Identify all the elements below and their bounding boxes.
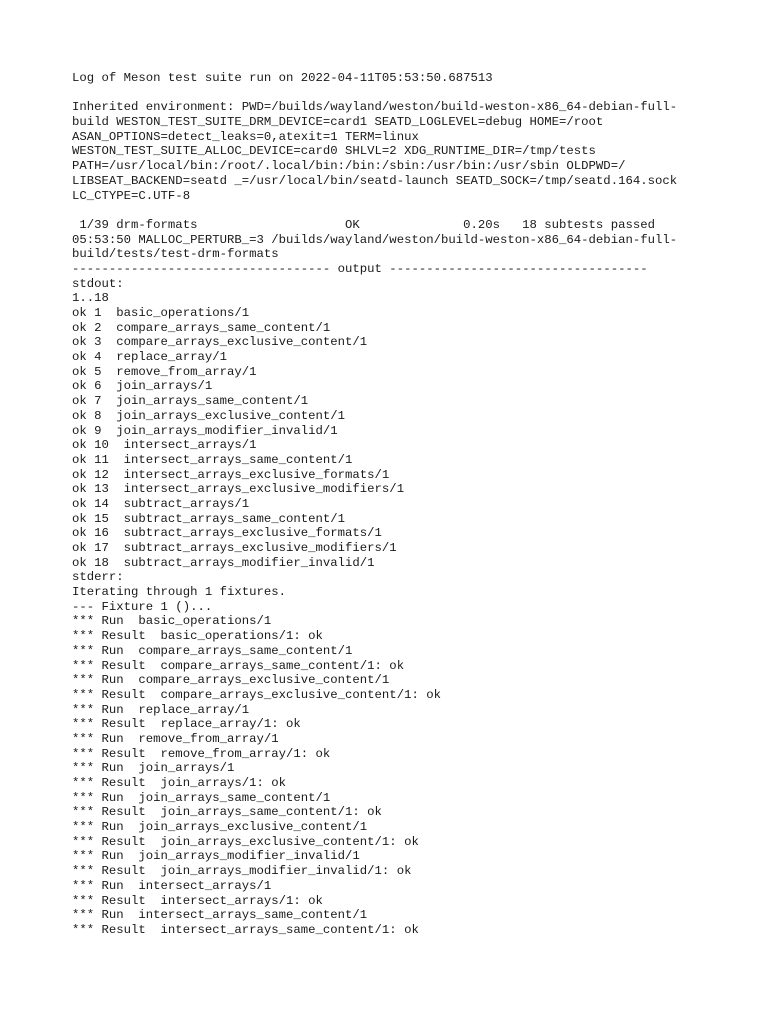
stderr-line: *** Result intersect_arrays_same_content/1: ok xyxy=(72,922,419,937)
stderr-line: --- Fixture 1 ()... xyxy=(72,599,213,614)
stderr-block xyxy=(72,585,712,938)
environment-line: ASAN_OPTIONS=detect_leaks=0,atexit=1 TERM=linux xyxy=(72,129,419,144)
stdout-line: ok 9 join_arrays_modifier_invalid/1 xyxy=(72,423,338,438)
output-separator: ----------------------------------- output ----------------------------------- xyxy=(72,261,648,276)
stderr-line: *** Result basic_operations/1: ok xyxy=(72,629,323,644)
stdout-line: ok 16 subtract_arrays_exclusive_formats/1 xyxy=(72,526,382,541)
inherited-environment xyxy=(72,100,712,203)
stderr-line: *** Result join_arrays/1: ok xyxy=(72,776,287,790)
stdout-line: ok 13 intersect_arrays_exclusive_modifiers/1 xyxy=(72,482,405,497)
command-line: build/tests/test-drm-formats xyxy=(72,247,279,262)
environment-line: build WESTON_TEST_SUITE_DRM_DEVICE=card1 SEATD_LOGLEVEL=debug HOME=/root xyxy=(72,115,604,130)
environment-line: LIBSEAT_BACKEND=seatd _=/usr/local/bin/seatd-launch SEATD_SOCK=/tmp/seatd.164.sock xyxy=(72,173,678,188)
stdout-block xyxy=(72,291,712,570)
stderr-line: *** Run compare_arrays_same_content/1 xyxy=(72,643,353,658)
stderr-line: *** Result join_arrays_exclusive_content/1: ok xyxy=(72,834,419,849)
stderr-line: *** Result join_arrays_same_content/1: ok xyxy=(72,805,382,820)
stderr-line: *** Result compare_arrays_exclusive_content/1: ok xyxy=(72,687,441,702)
command-line: 05:53:50 MALLOC_PERTURB_=3 /builds/wayland/weston/build-weston-x86_64-debian-full- xyxy=(72,232,678,247)
stdout-line: ok 18 subtract_arrays_modifier_invalid/1 xyxy=(72,555,375,570)
stderr-label: stderr: xyxy=(72,570,124,585)
stderr-line: *** Run join_arrays_same_content/1 xyxy=(72,790,331,805)
stderr-line: *** Run replace_array/1 xyxy=(72,702,250,717)
stderr-line: Iterating through 1 fixtures. xyxy=(72,585,287,600)
stdout-line: ok 5 remove_from_array/1 xyxy=(72,364,257,379)
stderr-line: *** Result remove_from_array/1: ok xyxy=(72,746,331,761)
stderr-line: *** Run basic_operations/1 xyxy=(72,614,272,629)
stdout-line: ok 2 compare_arrays_same_content/1 xyxy=(72,320,331,335)
stderr-line: *** Run join_arrays_modifier_invalid/1 xyxy=(72,849,360,864)
stdout-line: ok 10 intersect_arrays/1 xyxy=(72,438,257,453)
environment-line: PATH=/usr/local/bin:/root/.local/bin:/bin:/sbin:/usr/bin:/usr/sbin OLDPWD=/ xyxy=(72,159,626,174)
test-log-document xyxy=(72,71,712,938)
stderr-line: *** Run join_arrays_exclusive_content/1 xyxy=(72,820,368,835)
stdout-line: ok 17 subtract_arrays_exclusive_modifiers/1 xyxy=(72,541,397,555)
stdout-line: 1..18 xyxy=(72,291,109,306)
stdout-line: ok 4 replace_array/1 xyxy=(72,350,227,365)
stdout-line: ok 8 join_arrays_exclusive_content/1 xyxy=(72,408,346,423)
stdout-line: ok 11 intersect_arrays_same_content/1 xyxy=(72,452,353,467)
blank-line xyxy=(72,203,712,218)
stdout-label: stdout: xyxy=(72,276,124,291)
stdout-line: ok 15 subtract_arrays_same_content/1 xyxy=(72,511,346,526)
stdout-line: ok 3 compare_arrays_exclusive_content/1 xyxy=(72,335,368,350)
stdout-line: ok 12 intersect_arrays_exclusive_formats/1 xyxy=(72,467,390,482)
environment-line: WESTON_TEST_SUITE_ALLOC_DEVICE=card0 SHLVL=2 XDG_RUNTIME_DIR=/tmp/tests xyxy=(72,144,596,159)
stderr-line: *** Run intersect_arrays_same_content/1 xyxy=(72,908,368,923)
stdout-line: ok 1 basic_operations/1 xyxy=(72,306,250,320)
stderr-line: *** Run join_arrays/1 xyxy=(72,761,235,776)
stdout-line: ok 6 join_arrays/1 xyxy=(72,379,213,394)
stdout-line: ok 7 join_arrays_same_content/1 xyxy=(72,394,309,409)
stderr-line: *** Result join_arrays_modifier_invalid/1: ok xyxy=(72,864,412,879)
stdout-line: ok 14 subtract_arrays/1 xyxy=(72,496,250,511)
environment-line: Inherited environment: PWD=/builds/wayland/weston/build-weston-x86_64-debian-full- xyxy=(72,100,678,115)
stderr-line: *** Run remove_from_array/1 xyxy=(72,731,279,746)
stderr-line: *** Run compare_arrays_exclusive_content/1 xyxy=(72,673,390,688)
stderr-line: *** Result intersect_arrays/1: ok xyxy=(72,893,323,908)
stderr-line: *** Run intersect_arrays/1 xyxy=(72,878,272,893)
log-header: Log of Meson test suite run on 2022-04-11T05:53:50.687513 xyxy=(72,71,493,85)
blank-line xyxy=(72,86,712,101)
stderr-line: *** Result replace_array/1: ok xyxy=(72,717,301,732)
test-command xyxy=(72,233,712,262)
environment-line: LC_CTYPE=C.UTF-8 xyxy=(72,188,191,203)
stderr-line: *** Result compare_arrays_same_content/1: ok xyxy=(72,658,405,673)
test-summary-line: 1/39 drm-formats OK 0.20s 18 subtests passed xyxy=(72,217,655,232)
